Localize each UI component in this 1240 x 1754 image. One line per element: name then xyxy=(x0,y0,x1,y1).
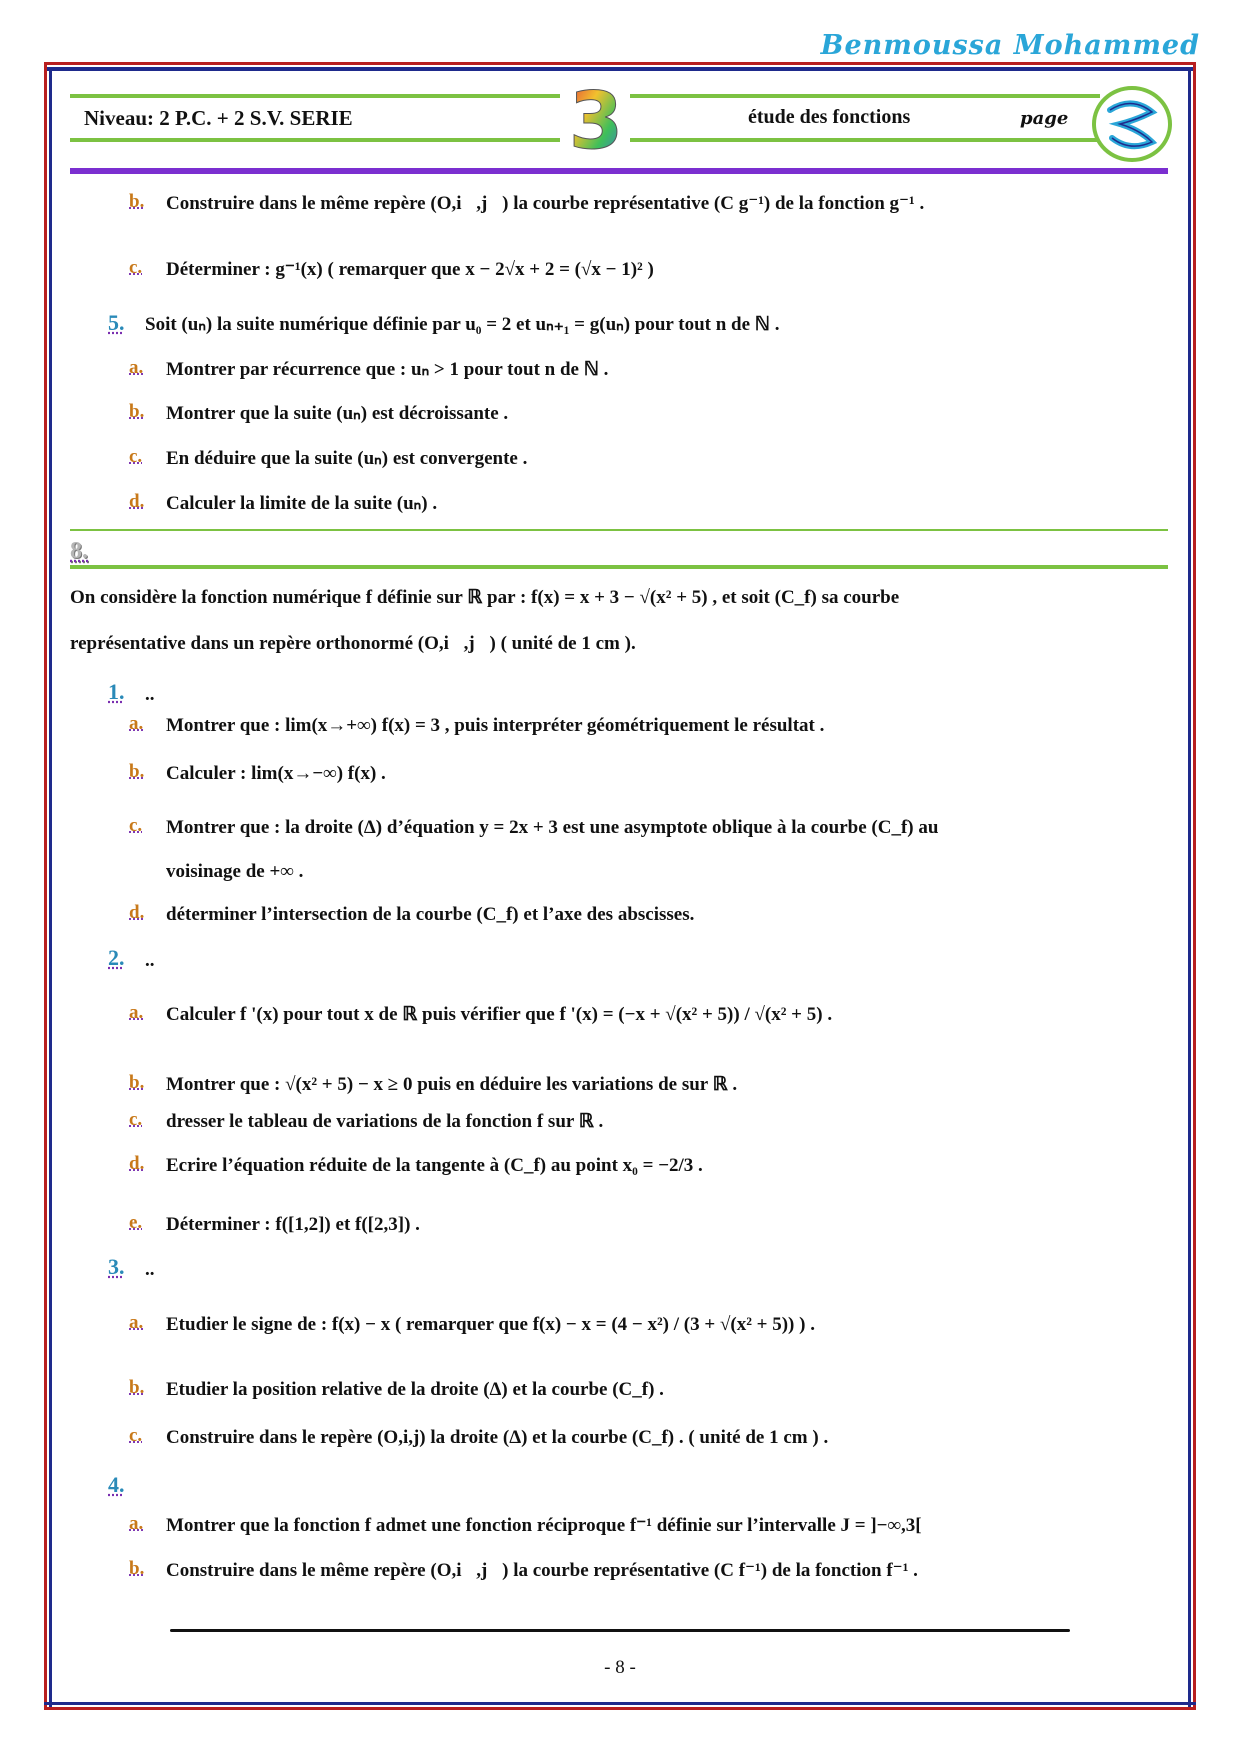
bottom-frame-blue xyxy=(44,1702,1196,1705)
item-label-b: b. xyxy=(129,191,145,212)
item-text: Calculer f '(x) pour tout x de ℝ puis vérifier que f '(x) = (−x + √(x² + 5)) / √(x² + 5) . xyxy=(166,1004,833,1025)
item-text: Déterminer : g⁻¹(x) ( remarquer que x − 2√x + 2 = (√x − 1)² ) xyxy=(166,259,654,280)
item-label-b: b. xyxy=(129,1377,145,1398)
question-label-4: 4. xyxy=(108,1472,125,1497)
question-label-1: 1. xyxy=(108,679,125,704)
question-label-3: 3. xyxy=(108,1254,125,1279)
item-label-c: c. xyxy=(129,446,143,467)
item-text: Montrer que : lim(x→+∞) f(x) = 3 , puis interpréter géométriquement le résultat . xyxy=(166,715,825,736)
item-text: En déduire que la suite (uₙ) est convergente . xyxy=(166,448,528,469)
top-frame-blue xyxy=(44,67,1196,71)
item-label-a: a. xyxy=(129,1312,144,1333)
item-label-a: a. xyxy=(129,1513,144,1534)
item-text: Calculer la limite de la suite (uₙ) . xyxy=(166,493,438,514)
item-text: Montrer par récurrence que : uₙ > 1 pour tout n de ℕ . xyxy=(166,359,609,380)
header-topic: étude des fonctions xyxy=(748,106,911,128)
author-name: Benmoussa Mohammed xyxy=(820,30,1200,61)
left-frame xyxy=(44,62,47,1710)
serie-number-badge xyxy=(556,82,636,162)
item-text-continued: voisinage de +∞ . xyxy=(166,861,304,882)
item-label-b: b. xyxy=(129,1072,145,1093)
serie-number-graphic xyxy=(556,82,636,162)
item-label-b: b. xyxy=(129,761,145,782)
item-label-a: a. xyxy=(129,1002,144,1023)
right-frame xyxy=(1193,62,1196,1710)
item-label-d: d. xyxy=(129,491,145,512)
header-green-bottom-right xyxy=(630,138,1100,142)
item-text: déterminer l’intersection de la courbe (C_f) et l’axe des abscisses. xyxy=(166,904,695,925)
item-label-c: c. xyxy=(129,815,143,836)
item-label-a: a. xyxy=(129,357,144,378)
item-text: .. xyxy=(145,684,155,705)
left-frame-inner xyxy=(49,67,52,1707)
item-text: Construire dans le repère (O,i,j) la droite (Δ) et la courbe (C_f) . ( unité de 1 cm ) . xyxy=(166,1427,829,1448)
page-word: page xyxy=(1020,108,1069,129)
item-text: .. xyxy=(145,950,155,971)
item-text: Construire dans le même repère (O,i⃗,j⃗) la courbe représentative (C f⁻¹) de la fonction f⁻¹ . xyxy=(166,1560,918,1581)
item-text: Soit (uₙ) la suite numérique définie par u₀ = 2 et uₙ₊₁ = g(uₙ) pour tout n de ℕ . xyxy=(145,314,780,335)
exercise-intro: On considère la fonction numérique f définie sur ℝ par : f(x) = x + 3 − √(x² + 5) , et soit (C_f) sa courbe xyxy=(70,587,900,608)
exercise-number-8: 8. xyxy=(70,538,88,564)
header-green-bottom-left xyxy=(70,138,560,142)
exercise-separator xyxy=(70,565,1168,569)
item-text: dresser le tableau de variations de la fonction f sur ℝ . xyxy=(166,1111,604,1132)
right-frame-inner xyxy=(1188,67,1191,1707)
item-text: Etudier la position relative de la droite (Δ) et la courbe (C_f) . xyxy=(166,1379,664,1400)
item-text: Calculer : lim(x→−∞) f(x) . xyxy=(166,763,386,784)
item-label-d: d. xyxy=(129,902,145,923)
item-label-b: b. xyxy=(129,401,145,422)
footer-rule xyxy=(170,1629,1070,1632)
item-text: Montrer que la suite (uₙ) est décroissante . xyxy=(166,403,509,424)
item-label-e: e. xyxy=(129,1212,143,1233)
page-logo-icon xyxy=(1096,90,1168,158)
item-label-c: c. xyxy=(129,257,143,278)
item-text: Montrer que : √(x² + 5) − x ≥ 0 puis en déduire les variations de sur ℝ . xyxy=(166,1074,738,1095)
serie-number: 3 xyxy=(568,82,624,162)
item-text: Construire dans le même repère (O,i⃗,j⃗) la courbe représentative (C g⁻¹) de la fonction g⁻¹ . xyxy=(166,193,925,214)
item-label-c: c. xyxy=(129,1425,143,1446)
item-text: Etudier le signe de : f(x) − x ( remarquer que f(x) − x = (4 − x²) / (3 + √(x² + 5)) ) . xyxy=(166,1314,815,1335)
item-label-d: d. xyxy=(129,1153,145,1174)
bottom-frame-red xyxy=(44,1707,1196,1710)
question-label-2: 2. xyxy=(108,945,125,970)
question-label-5: 5. xyxy=(108,310,125,335)
item-text: .. xyxy=(145,1259,155,1280)
header-level: Niveau: 2 P.C. + 2 S.V. SERIE xyxy=(84,106,353,130)
item-text: Montrer que : la droite (Δ) d’équation y = 2x + 3 est une asymptote oblique à la courbe (C_f) au xyxy=(166,817,939,838)
page-logo xyxy=(1092,86,1172,162)
exercise-intro: représentative dans un repère orthonormé (O,i⃗,j⃗) ( unité de 1 cm ). xyxy=(70,633,636,654)
header-green-top-left xyxy=(70,94,560,98)
item-label-a: a. xyxy=(129,713,144,734)
exercise-separator xyxy=(70,529,1168,531)
item-label-b: b. xyxy=(129,1558,145,1579)
purple-separator xyxy=(70,168,1168,174)
item-text: Ecrire l’équation réduite de la tangente à (C_f) au point x₀ = −2/3 . xyxy=(166,1155,703,1176)
item-text: Montrer que la fonction f admet une fonction réciproque f⁻¹ définie sur l’intervalle J = ]−∞,3[ xyxy=(166,1515,922,1536)
item-label-c: c. xyxy=(129,1109,143,1130)
page-number: - 8 - xyxy=(604,1657,636,1678)
item-text: Déterminer : f([1,2]) et f([2,3]) . xyxy=(166,1214,420,1235)
header-green-top-right xyxy=(630,94,1100,98)
top-frame-red xyxy=(44,62,1196,65)
